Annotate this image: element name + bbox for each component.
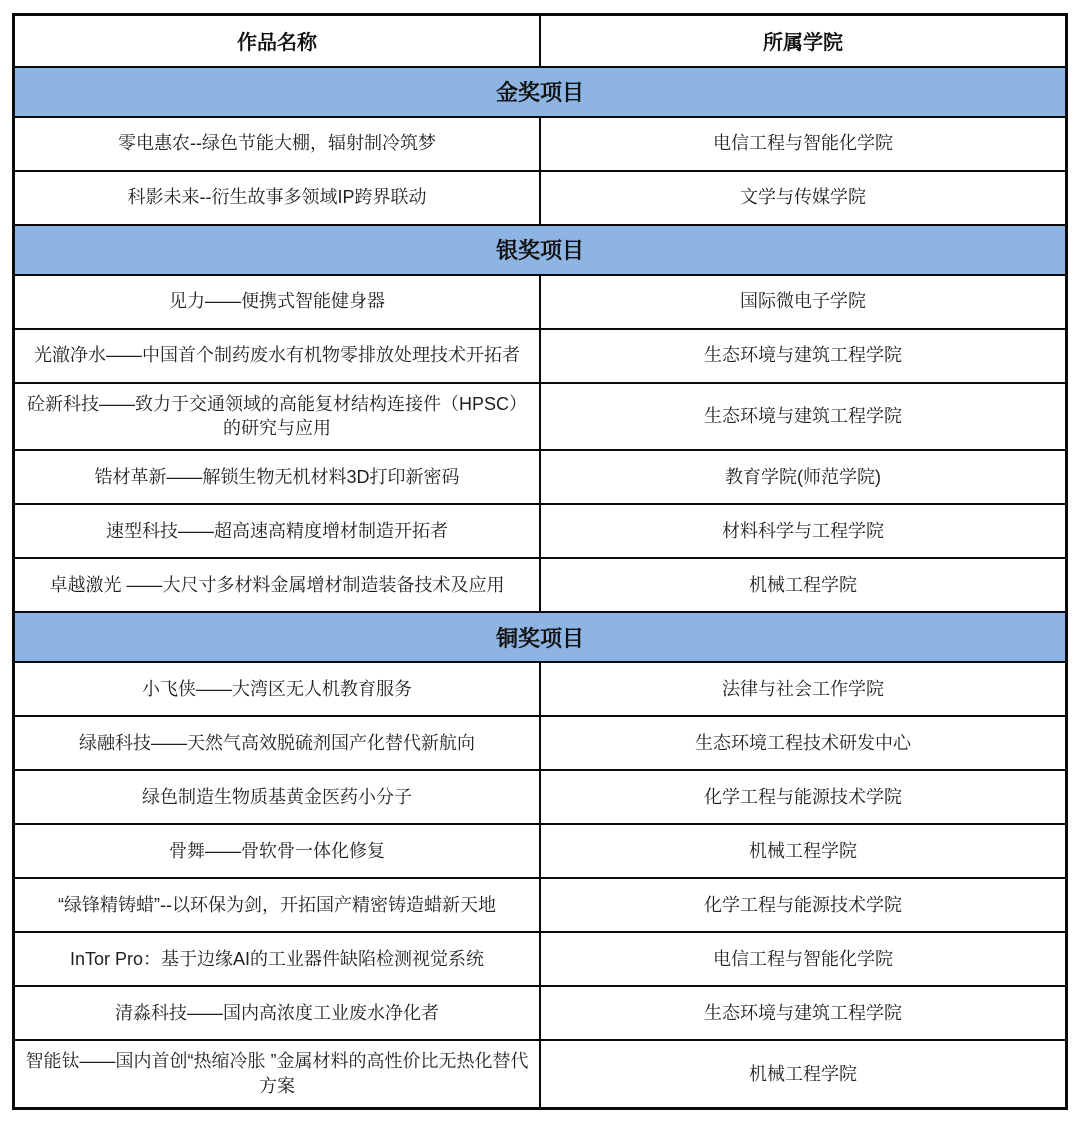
college-cell: 机械工程学院 <box>540 1040 1067 1108</box>
work-name-cell: 速型科技——超高速高精度增材制造开拓者 <box>14 504 541 558</box>
college-cell: 国际微电子学院 <box>540 275 1067 329</box>
work-name-cell: 科影未来--衍生故事多领域IP跨界联动 <box>14 171 541 225</box>
table-row <box>14 450 1067 504</box>
work-name-cell: 光澈净水——中国首个制药废水有机物零排放处理技术开拓者 <box>14 329 541 383</box>
college-cell: 电信工程与智能化学院 <box>540 932 1067 986</box>
column-header-work-name: 作品名称 <box>14 15 541 67</box>
table-row <box>14 558 1067 612</box>
section-title: 金奖项目 <box>14 67 1067 117</box>
table-row <box>14 329 1067 383</box>
work-name-cell: 小飞侠——大湾区无人机教育服务 <box>14 662 541 716</box>
table-row <box>14 770 1067 824</box>
work-name-cell: 智能钛——国内首创“热缩冷胀 ”金属材料的高性价比无热化替代方案 <box>14 1040 541 1108</box>
section-header-gold <box>14 67 1067 117</box>
column-header-college: 所属学院 <box>540 15 1067 67</box>
column-header-row <box>14 15 1067 67</box>
work-name-cell: 骨舞——骨软骨一体化修复 <box>14 824 541 878</box>
table-row <box>14 504 1067 558</box>
table-row <box>14 662 1067 716</box>
table-row <box>14 932 1067 986</box>
section-title: 铜奖项目 <box>14 612 1067 662</box>
college-cell: 生态环境与建筑工程学院 <box>540 986 1067 1040</box>
work-name-cell: InTor Pro：基于边缘AI的工业器件缺陷检测视觉系统 <box>14 932 541 986</box>
section-header-bronze <box>14 612 1067 662</box>
awards-table <box>12 13 1068 1110</box>
work-name-cell: 砼新科技——致力于交通领域的高能复材结构连接件（HPSC）的研究与应用 <box>14 383 541 451</box>
work-name-cell: “绿锋精铸蜡”--以环保为剑，开拓国产精密铸造蜡新天地 <box>14 878 541 932</box>
college-cell: 化学工程与能源技术学院 <box>540 770 1067 824</box>
work-name-cell: 见力——便携式智能健身器 <box>14 275 541 329</box>
table-row <box>14 275 1067 329</box>
table-row <box>14 1040 1067 1108</box>
table-row <box>14 824 1067 878</box>
college-cell: 生态环境工程技术研发中心 <box>540 716 1067 770</box>
table-row <box>14 878 1067 932</box>
table-row <box>14 171 1067 225</box>
table-row <box>14 986 1067 1040</box>
table-row <box>14 383 1067 451</box>
college-cell: 生态环境与建筑工程学院 <box>540 329 1067 383</box>
college-cell: 材料科学与工程学院 <box>540 504 1067 558</box>
work-name-cell: 零电惠农--绿色节能大棚，辐射制冷筑梦 <box>14 117 541 171</box>
college-cell: 生态环境与建筑工程学院 <box>540 383 1067 451</box>
work-name-cell: 绿融科技——天然气高效脱硫剂国产化替代新航向 <box>14 716 541 770</box>
college-cell: 机械工程学院 <box>540 558 1067 612</box>
section-title: 银奖项目 <box>14 225 1067 275</box>
table-row <box>14 716 1067 770</box>
college-cell: 化学工程与能源技术学院 <box>540 878 1067 932</box>
work-name-cell: 清淼科技——国内高浓度工业废水净化者 <box>14 986 541 1040</box>
college-cell: 机械工程学院 <box>540 824 1067 878</box>
work-name-cell: 卓越激光 ——大尺寸多材料金属增材制造装备技术及应用 <box>14 558 541 612</box>
table-row <box>14 117 1067 171</box>
college-cell: 教育学院(师范学院) <box>540 450 1067 504</box>
section-header-silver <box>14 225 1067 275</box>
college-cell: 电信工程与智能化学院 <box>540 117 1067 171</box>
work-name-cell: 绿色制造生物质基黄金医药小分子 <box>14 770 541 824</box>
college-cell: 法律与社会工作学院 <box>540 662 1067 716</box>
college-cell: 文学与传媒学院 <box>540 171 1067 225</box>
work-name-cell: 锆材革新——解锁生物无机材料3D打印新密码 <box>14 450 541 504</box>
